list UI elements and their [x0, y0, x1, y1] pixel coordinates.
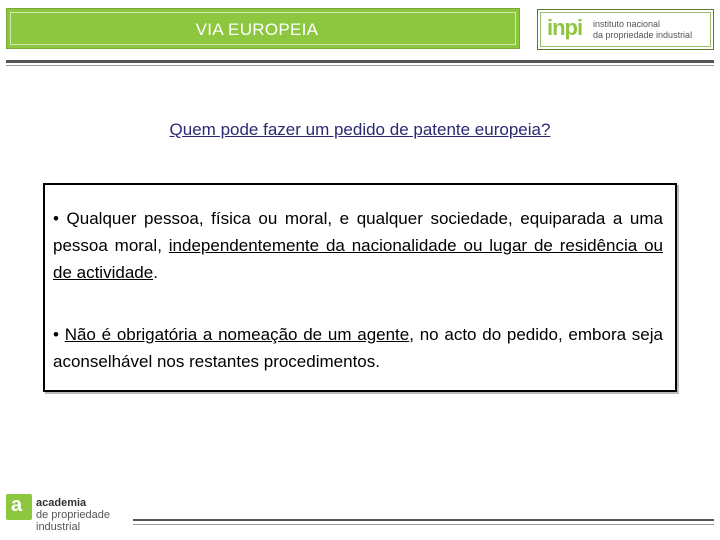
p1-tail: . — [153, 263, 158, 282]
academia-line2: de propriedade — [36, 509, 111, 521]
header-divider-thin — [6, 65, 714, 66]
inpi-logo-mark — [547, 15, 582, 41]
inpi-logo-letters: inpi — [547, 15, 583, 40]
inpi-logo-line2: da propriedade industrial — [593, 30, 693, 40]
p1-lead: Qualquer pessoa, física ou moral, e qualquer sociedade, equiparada a uma pessoa moral, — [53, 209, 663, 255]
content-box — [43, 183, 677, 392]
inpi-logo-text — [593, 19, 692, 41]
question-heading: Quem pode fazer um pedido de patente europeia? — [169, 120, 551, 139]
slide-title: VIA EUROPEIA — [195, 20, 319, 39]
academia-logo-letter: a — [11, 494, 23, 516]
bullet-1: • — [53, 209, 67, 228]
academia-line1: academia — [36, 497, 87, 509]
p2-underlined: Não é obrigatória a nomeação de um agente — [64, 325, 410, 344]
bullet-paragraph-2 — [53, 321, 663, 375]
p2-tail: , no acto do pedido, embora seja aconselhável nos restantes procedimentos. — [53, 325, 663, 371]
bullet-paragraph-1 — [53, 205, 663, 286]
academia-logo-text — [36, 497, 110, 533]
header-divider — [6, 60, 714, 63]
academia-line3: industrial — [36, 521, 81, 533]
academia-logo-icon — [6, 494, 32, 520]
bullet-2: • — [53, 325, 65, 344]
inpi-logo-line1: instituto nacional — [593, 19, 661, 29]
footer-divider-thin — [133, 524, 714, 525]
inpi-logo — [537, 9, 714, 50]
p1-underlined: independentemente da nacionalidade ou lugar de residência ou de actividade — [53, 236, 663, 282]
footer-divider — [133, 519, 714, 521]
header-bar — [6, 8, 520, 49]
